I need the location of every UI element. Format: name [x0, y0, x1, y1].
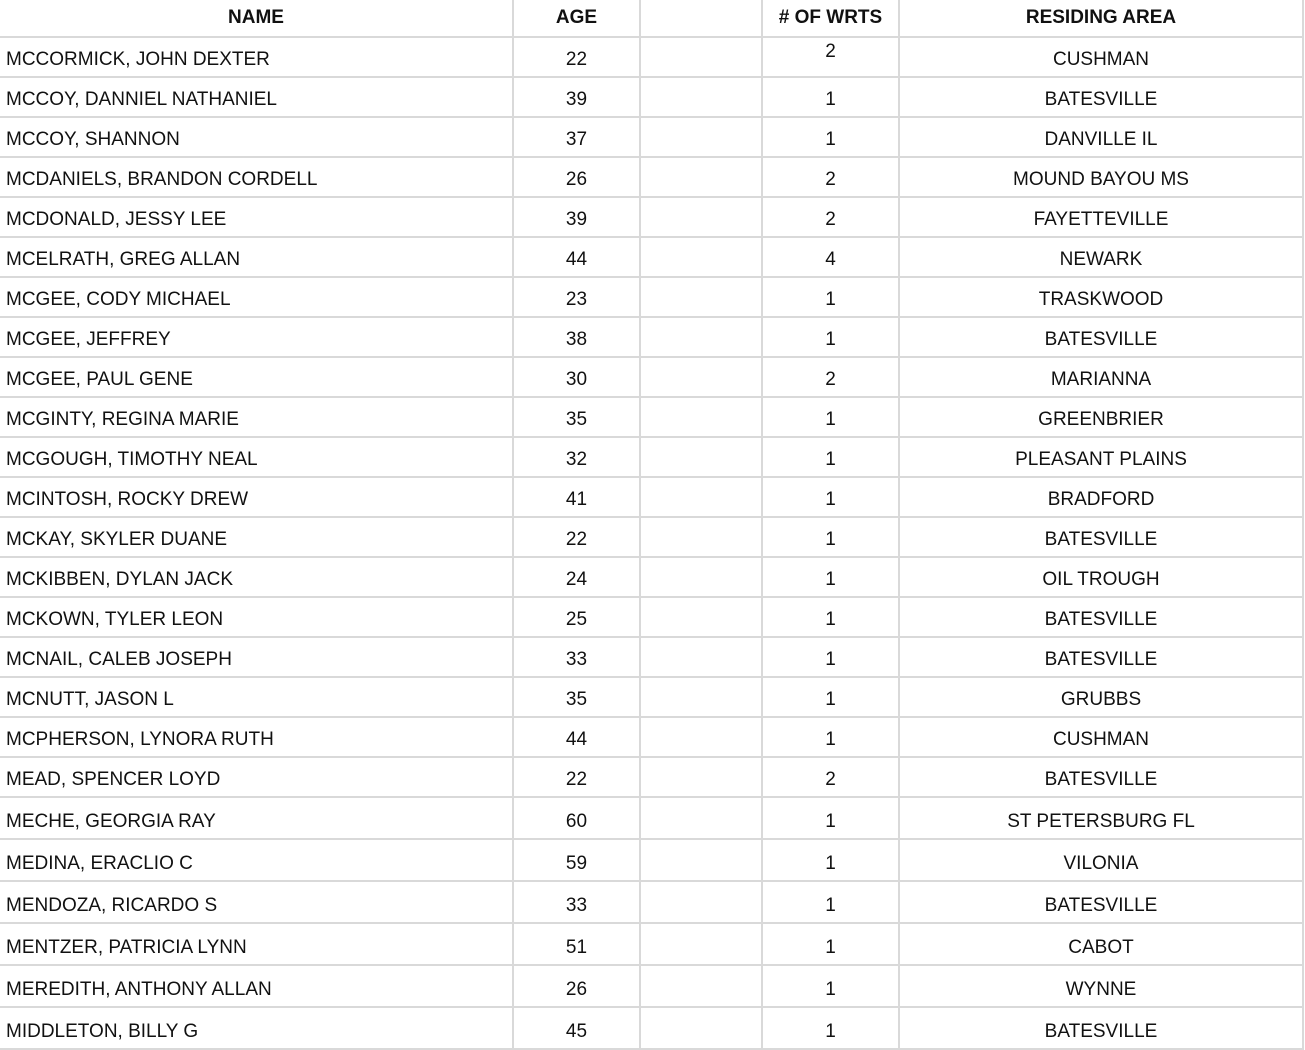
cell-age: 39: [513, 197, 640, 237]
cell-residing-area: ST PETERSBURG FL: [899, 797, 1303, 839]
cell-blank: [640, 557, 762, 597]
cell-blank: [640, 881, 762, 923]
cell-age: 22: [513, 37, 640, 77]
cell-blank: [640, 1007, 762, 1049]
table-row: [0, 157, 1303, 197]
cell-name: MEAD, SPENCER LOYD: [0, 757, 513, 797]
cell-warrants: 2: [762, 197, 899, 237]
cell-name: MCKIBBEN, DYLAN JACK: [0, 557, 513, 597]
cell-name: MEREDITH, ANTHONY ALLAN: [0, 965, 513, 1007]
cell-blank: [640, 797, 762, 839]
cell-name: MEDINA, ERACLIO C: [0, 839, 513, 881]
cell-name: MCGEE, JEFFREY: [0, 317, 513, 357]
table-row: [0, 37, 1303, 77]
cell-name: MCDONALD, JESSY LEE: [0, 197, 513, 237]
table-row: [0, 881, 1303, 923]
cell-age: 33: [513, 881, 640, 923]
table-row: [0, 237, 1303, 277]
cell-age: 26: [513, 157, 640, 197]
cell-warrants: 1: [762, 317, 899, 357]
cell-name: MCCOY, DANNIEL NATHANIEL: [0, 77, 513, 117]
cell-blank: [640, 637, 762, 677]
cell-age: 51: [513, 923, 640, 965]
cell-residing-area: NEWARK: [899, 237, 1303, 277]
cell-residing-area: BRADFORD: [899, 477, 1303, 517]
cell-age: 44: [513, 237, 640, 277]
cell-age: 30: [513, 357, 640, 397]
cell-name: MCGEE, PAUL GENE: [0, 357, 513, 397]
cell-name: MCPHERSON, LYNORA RUTH: [0, 717, 513, 757]
table-row: [0, 965, 1303, 1007]
table-row: [0, 277, 1303, 317]
cell-warrants: 1: [762, 597, 899, 637]
cell-residing-area: CUSHMAN: [899, 37, 1303, 77]
cell-blank: [640, 677, 762, 717]
cell-blank: [640, 357, 762, 397]
cell-blank: [640, 477, 762, 517]
cell-age: 35: [513, 397, 640, 437]
table-row: [0, 597, 1303, 637]
cell-name: MCKAY, SKYLER DUANE: [0, 517, 513, 557]
table-body: [0, 37, 1303, 1049]
table-row: [0, 77, 1303, 117]
cell-residing-area: BATESVILLE: [899, 757, 1303, 797]
cell-blank: [640, 237, 762, 277]
cell-blank: [640, 839, 762, 881]
cell-name: MCNUTT, JASON L: [0, 677, 513, 717]
cell-warrants: 4: [762, 237, 899, 277]
cell-residing-area: BATESVILLE: [899, 517, 1303, 557]
cell-name: MCGEE, CODY MICHAEL: [0, 277, 513, 317]
header-age: AGE: [513, 0, 640, 37]
cell-blank: [640, 197, 762, 237]
cell-residing-area: TRASKWOOD: [899, 277, 1303, 317]
cell-blank: [640, 437, 762, 477]
cell-warrants: 1: [762, 677, 899, 717]
cell-residing-area: BATESVILLE: [899, 77, 1303, 117]
cell-name: MCGINTY, REGINA MARIE: [0, 397, 513, 437]
cell-age: 59: [513, 839, 640, 881]
table-row: [0, 1007, 1303, 1049]
table-row: [0, 717, 1303, 757]
cell-age: 22: [513, 517, 640, 557]
cell-name: MIDDLETON, BILLY G: [0, 1007, 513, 1049]
cell-residing-area: CUSHMAN: [899, 717, 1303, 757]
cell-age: 22: [513, 757, 640, 797]
header-name: NAME: [0, 0, 513, 37]
cell-blank: [640, 965, 762, 1007]
cell-warrants: 1: [762, 477, 899, 517]
cell-age: 45: [513, 1007, 640, 1049]
cell-warrants: 1: [762, 797, 899, 839]
cell-residing-area: BATESVILLE: [899, 637, 1303, 677]
table-row: [0, 797, 1303, 839]
cell-warrants: 2: [762, 37, 899, 77]
cell-warrants: 2: [762, 357, 899, 397]
cell-age: 23: [513, 277, 640, 317]
cell-warrants: 1: [762, 839, 899, 881]
cell-residing-area: OIL TROUGH: [899, 557, 1303, 597]
cell-residing-area: GRUBBS: [899, 677, 1303, 717]
cell-blank: [640, 717, 762, 757]
table-row: [0, 437, 1303, 477]
cell-name: MCCORMICK, JOHN DEXTER: [0, 37, 513, 77]
cell-residing-area: GREENBRIER: [899, 397, 1303, 437]
cell-blank: [640, 397, 762, 437]
cell-name: MCKOWN, TYLER LEON: [0, 597, 513, 637]
cell-blank: [640, 757, 762, 797]
cell-age: 41: [513, 477, 640, 517]
cell-residing-area: DANVILLE IL: [899, 117, 1303, 157]
table-row: [0, 197, 1303, 237]
cell-blank: [640, 517, 762, 557]
cell-name: MCCOY, SHANNON: [0, 117, 513, 157]
cell-age: 33: [513, 637, 640, 677]
cell-blank: [640, 157, 762, 197]
cell-residing-area: BATESVILLE: [899, 1007, 1303, 1049]
cell-name: MECHE, GEORGIA RAY: [0, 797, 513, 839]
cell-warrants: 1: [762, 277, 899, 317]
cell-warrants: 2: [762, 157, 899, 197]
table-row: [0, 557, 1303, 597]
cell-warrants: 1: [762, 77, 899, 117]
cell-warrants: 1: [762, 717, 899, 757]
header-residing-area: RESIDING AREA: [899, 0, 1303, 37]
cell-residing-area: BATESVILLE: [899, 597, 1303, 637]
table-row: [0, 477, 1303, 517]
cell-age: 26: [513, 965, 640, 1007]
cell-warrants: 2: [762, 757, 899, 797]
cell-residing-area: BATESVILLE: [899, 881, 1303, 923]
cell-blank: [640, 277, 762, 317]
cell-age: 39: [513, 77, 640, 117]
table-row: [0, 757, 1303, 797]
header-row: [0, 0, 1303, 37]
cell-blank: [640, 317, 762, 357]
cell-warrants: 1: [762, 557, 899, 597]
cell-warrants: 1: [762, 437, 899, 477]
table-row: [0, 677, 1303, 717]
table-row: [0, 839, 1303, 881]
table-row: [0, 117, 1303, 157]
cell-residing-area: CABOT: [899, 923, 1303, 965]
cell-warrants: 1: [762, 1007, 899, 1049]
cell-name: MCINTOSH, ROCKY DREW: [0, 477, 513, 517]
header-warrants: # OF WRTS: [762, 0, 899, 37]
cell-name: MCGOUGH, TIMOTHY NEAL: [0, 437, 513, 477]
header-blank: [640, 0, 762, 37]
cell-residing-area: VILONIA: [899, 839, 1303, 881]
cell-blank: [640, 923, 762, 965]
cell-residing-area: WYNNE: [899, 965, 1303, 1007]
table-row: [0, 317, 1303, 357]
cell-age: 37: [513, 117, 640, 157]
cell-warrants: 1: [762, 965, 899, 1007]
cell-blank: [640, 77, 762, 117]
cell-age: 32: [513, 437, 640, 477]
cell-residing-area: MARIANNA: [899, 357, 1303, 397]
table-row: [0, 637, 1303, 677]
cell-warrants: 1: [762, 637, 899, 677]
cell-name: MENDOZA, RICARDO S: [0, 881, 513, 923]
cell-age: 25: [513, 597, 640, 637]
cell-residing-area: MOUND BAYOU MS: [899, 157, 1303, 197]
cell-residing-area: FAYETTEVILLE: [899, 197, 1303, 237]
cell-age: 60: [513, 797, 640, 839]
cell-warrants: 1: [762, 517, 899, 557]
cell-residing-area: PLEASANT PLAINS: [899, 437, 1303, 477]
table-row: [0, 923, 1303, 965]
cell-name: MENTZER, PATRICIA LYNN: [0, 923, 513, 965]
cell-age: 38: [513, 317, 640, 357]
cell-warrants: 1: [762, 881, 899, 923]
table-row: [0, 357, 1303, 397]
table-row: [0, 397, 1303, 437]
cell-residing-area: BATESVILLE: [899, 317, 1303, 357]
cell-warrants: 1: [762, 923, 899, 965]
cell-blank: [640, 597, 762, 637]
cell-name: MCDANIELS, BRANDON CORDELL: [0, 157, 513, 197]
cell-age: 35: [513, 677, 640, 717]
cell-name: MCELRATH, GREG ALLAN: [0, 237, 513, 277]
cell-age: 24: [513, 557, 640, 597]
cell-warrants: 1: [762, 117, 899, 157]
cell-blank: [640, 117, 762, 157]
cell-blank: [640, 37, 762, 77]
table-row: [0, 517, 1303, 557]
cell-name: MCNAIL, CALEB JOSEPH: [0, 637, 513, 677]
cell-warrants: 1: [762, 397, 899, 437]
cell-age: 44: [513, 717, 640, 757]
